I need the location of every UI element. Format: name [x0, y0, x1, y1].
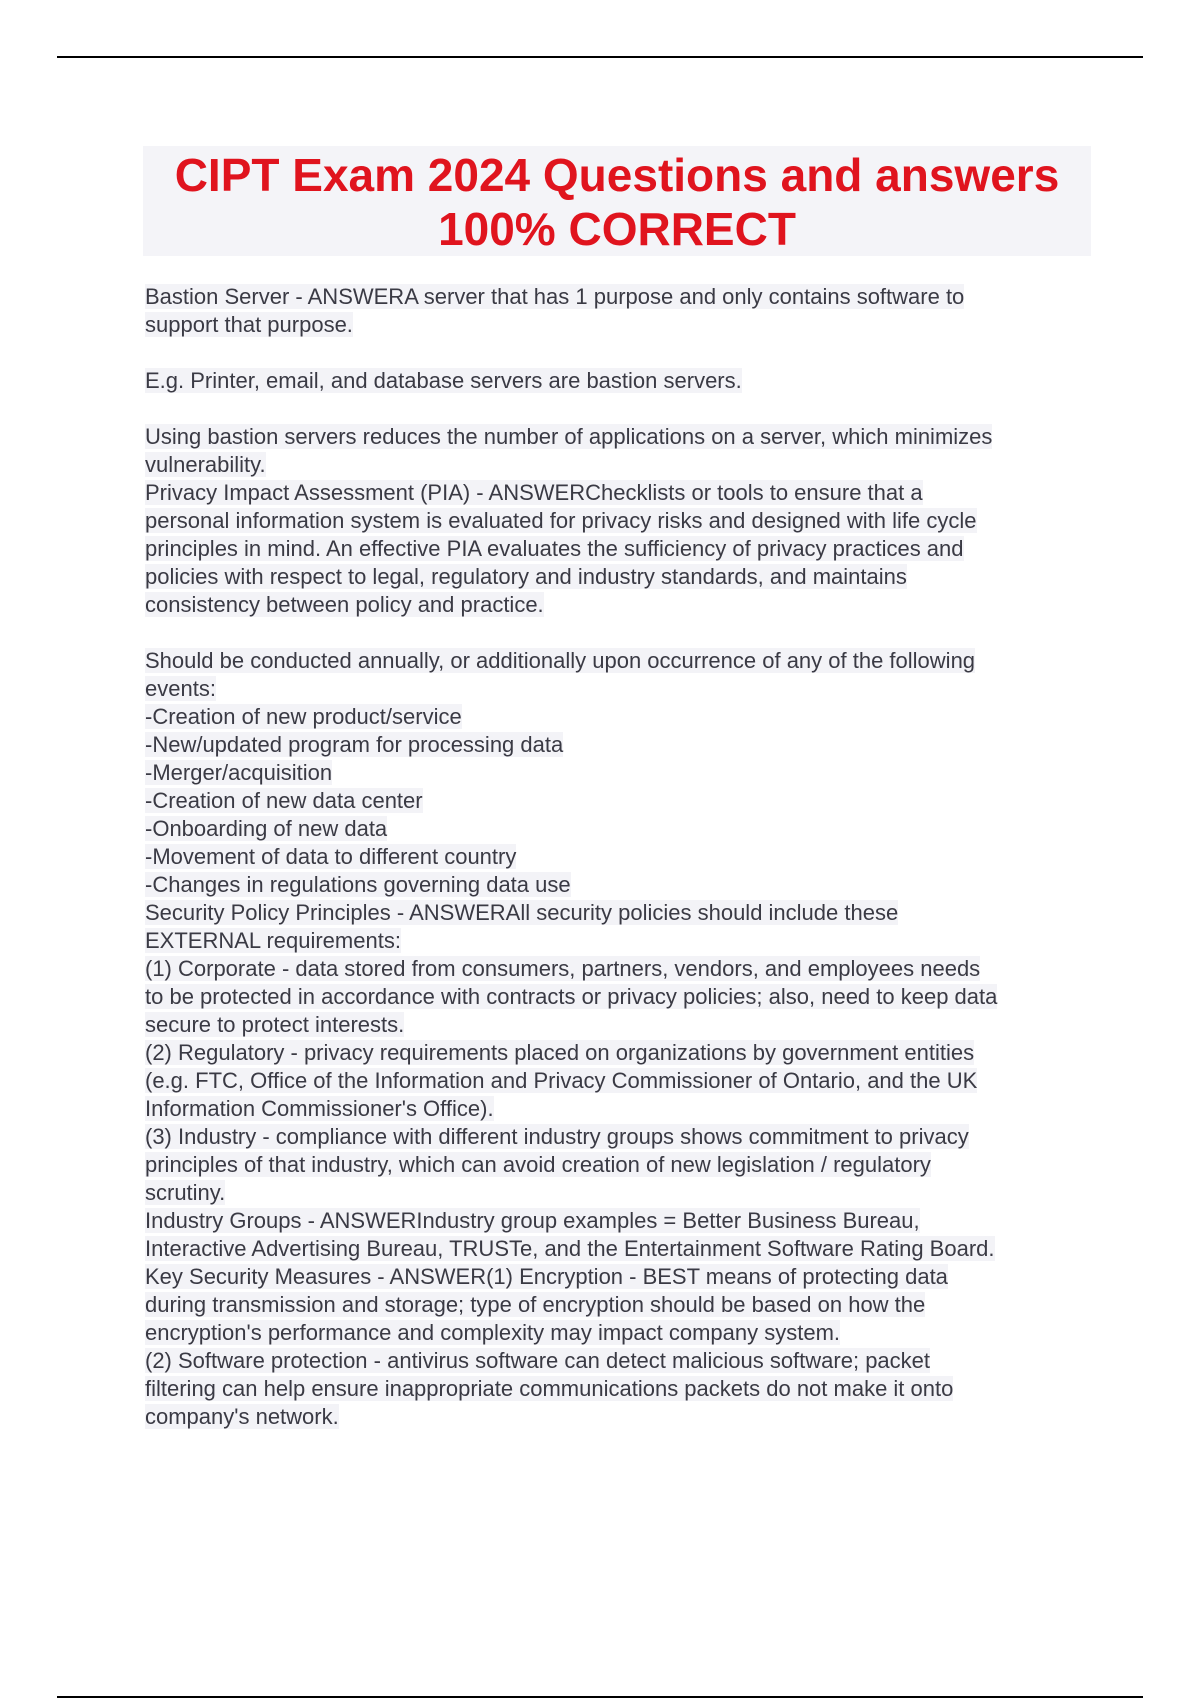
text-line: company's network.: [145, 1404, 339, 1429]
page-title: [143, 146, 1091, 256]
text-line: secure to protect interests.: [145, 1012, 405, 1037]
blank-line: [145, 339, 1095, 367]
text-line: support that purpose.: [145, 312, 353, 337]
text-line: -Creation of new product/service: [145, 704, 462, 729]
text-line: Information Commissioner's Office).: [145, 1096, 494, 1121]
text-line: -Merger/acquisition: [145, 760, 333, 785]
text-line: -Changes in regulations governing data use: [145, 872, 571, 897]
text-line: (2) Regulatory - privacy requirements placed on organizations by government entities: [145, 1040, 975, 1065]
text-line: (3) Industry - compliance with different industry groups shows commitment to privacy: [145, 1124, 969, 1149]
title-box: [143, 146, 1091, 256]
blank-line: [145, 395, 1095, 423]
text-line: -New/updated program for processing data: [145, 732, 564, 757]
text-line: Bastion Server - ANSWERA server that has 1 purpose and only contains software to: [145, 284, 965, 309]
document-body: [145, 283, 1095, 1431]
text-line: (2) Software protection - antivirus software can detect malicious software; packet: [145, 1348, 931, 1373]
title-line-2: 100% CORRECT: [438, 203, 796, 255]
text-line: filtering can help ensure inappropriate communications packets do not make it onto: [145, 1376, 954, 1401]
text-line: Key Security Measures - ANSWER(1) Encryption - BEST means of protecting data: [145, 1264, 948, 1289]
text-line: principles of that industry, which can avoid creation of new legislation / regulatory: [145, 1152, 931, 1177]
text-line: -Onboarding of new data: [145, 816, 388, 841]
text-line: during transmission and storage; type of encryption should be based on how the: [145, 1292, 926, 1317]
text-line: Security Policy Principles - ANSWERAll security policies should include these: [145, 900, 899, 925]
text-line: -Creation of new data center: [145, 788, 423, 813]
text-line: E.g. Printer, email, and database servers are bastion servers.: [145, 368, 742, 393]
text-line: to be protected in accordance with contracts or privacy policies; also, need to keep data: [145, 984, 998, 1009]
text-line: personal information system is evaluated for privacy risks and designed with life cycle: [145, 508, 977, 533]
text-line: encryption's performance and complexity may impact company system.: [145, 1320, 841, 1345]
top-rule: [57, 56, 1143, 58]
text-line: scrutiny.: [145, 1180, 226, 1205]
text-line: (e.g. FTC, Office of the Information and Privacy Commissioner of Ontario, and the UK: [145, 1068, 978, 1093]
text-line: Interactive Advertising Bureau, TRUSTe, and the Entertainment Software Rating Board.: [145, 1236, 995, 1261]
text-line: consistency between policy and practice.: [145, 592, 544, 617]
bottom-rule: [57, 1696, 1143, 1698]
text-line: Should be conducted annually, or additionally upon occurrence of any of the following: [145, 648, 976, 673]
text-line: (1) Corporate - data stored from consumers, partners, vendors, and employees needs: [145, 956, 981, 981]
blank-line: [145, 619, 1095, 647]
text-line: -Movement of data to different country: [145, 844, 517, 869]
text-line: Industry Groups - ANSWERIndustry group examples = Better Business Bureau,: [145, 1208, 920, 1233]
text-line: vulnerability.: [145, 452, 266, 477]
text-line: Using bastion servers reduces the number of applications on a server, which minimizes: [145, 424, 993, 449]
text-line: Privacy Impact Assessment (PIA) - ANSWERChecklists or tools to ensure that a: [145, 480, 923, 505]
text-line: events:: [145, 676, 216, 701]
text-line: EXTERNAL requirements:: [145, 928, 401, 953]
text-line: principles in mind. An effective PIA evaluates the sufficiency of privacy practices and: [145, 536, 964, 561]
title-line-1: CIPT Exam 2024 Questions and answers: [174, 149, 1060, 201]
text-line: policies with respect to legal, regulatory and industry standards, and maintains: [145, 564, 907, 589]
